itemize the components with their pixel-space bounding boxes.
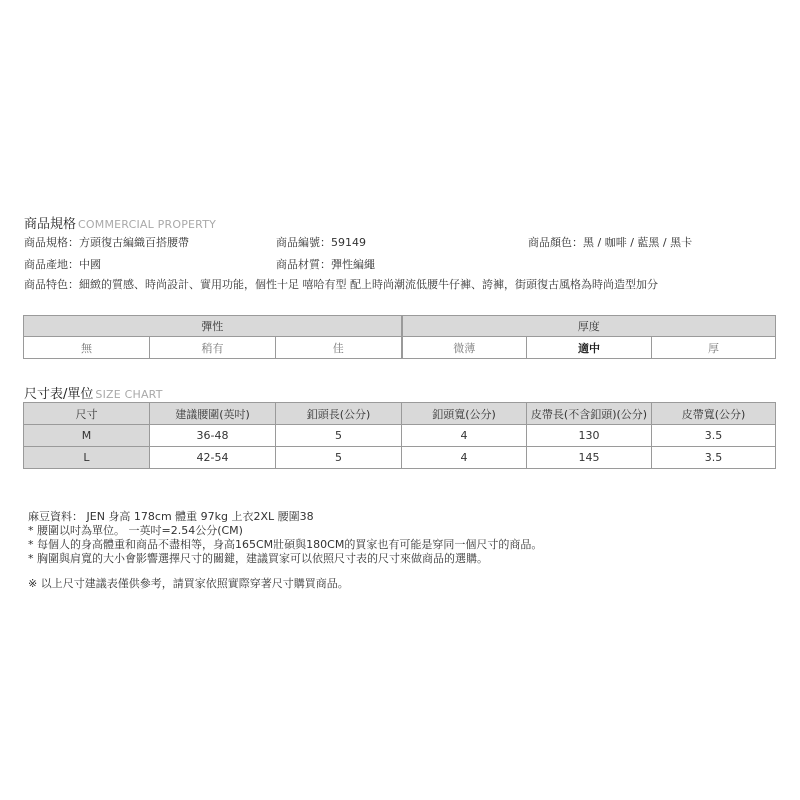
model-info-note: 麻豆資料： JEN 身高 178cm 體重 97kg 上衣2XL 腰圍38 <box>28 510 314 523</box>
size-value-cell: 4 <box>402 447 527 469</box>
spec-product-name: 商品規格：方頭復古編織百搭腰帶 <box>24 236 189 249</box>
spec-product-feature: 商品特色：細緻的質感、時尚設計、實用功能，個性十足 嘻哈有型 配上時尚潮流低腰牛仔褲、誇褲，街頭復古風格為時尚造型加分 <box>24 278 658 291</box>
thickness-option: 厚 <box>652 337 776 359</box>
elasticity-option: 無 <box>24 337 150 359</box>
thickness-option-selected: 適中 <box>527 337 652 359</box>
property-values-row <box>24 337 776 359</box>
size-value-cell: 130 <box>527 425 652 447</box>
size-value-cell: 5 <box>276 425 402 447</box>
size-notes <box>28 510 542 566</box>
size-value-cell: 3.5 <box>652 447 776 469</box>
size-header-cell: 釦頭長(公分) <box>276 403 402 425</box>
size-title: 尺寸表/單位 <box>24 387 94 402</box>
spec-product-material: 商品材質：彈性編繩 <box>276 258 375 271</box>
spec-section-title <box>24 213 216 232</box>
spec-title: 商品規格 <box>24 217 77 232</box>
size-chart-table <box>23 402 776 469</box>
size-value-cell: 36-48 <box>150 425 276 447</box>
spec-product-code: 商品編號：59149 <box>276 236 366 249</box>
size-value-cell: 5 <box>276 447 402 469</box>
property-header-row <box>24 316 776 337</box>
note-line: * 每個人的身高體重和商品不盡相等，身高165CM壯碩與180CM的買家也有可能是穿同一個尺寸的商品。 <box>28 538 543 551</box>
property-table <box>23 315 776 359</box>
size-title-en: SIZE CHART <box>95 388 163 401</box>
elasticity-option: 佳 <box>276 337 402 359</box>
size-value-cell: 3.5 <box>652 425 776 447</box>
size-header-cell: 尺寸 <box>24 403 150 425</box>
size-header-row <box>24 403 776 425</box>
size-label-cell: M <box>24 425 150 447</box>
size-value-cell: 4 <box>402 425 527 447</box>
thickness-header: 厚度 <box>402 316 776 337</box>
elasticity-header: 彈性 <box>24 316 402 337</box>
size-header-cell: 皮帶寬(公分) <box>652 403 776 425</box>
spec-product-origin: 商品產地：中國 <box>24 258 101 271</box>
size-header-cell: 皮帶長(不含釦頭)(公分) <box>527 403 652 425</box>
size-label-cell: L <box>24 447 150 469</box>
disclaimer-note: ※ 以上尺寸建議表僅供參考，請買家依照實際穿著尺寸購買商品。 <box>28 577 349 590</box>
thickness-option: 微薄 <box>402 337 527 359</box>
size-row <box>24 425 776 447</box>
size-section-title <box>24 383 163 402</box>
note-line: * 胸圍與肩寬的大小會影響選擇尺寸的關鍵，建議買家可以依照尺寸表的尺寸來做商品的選購。 <box>28 552 488 565</box>
elasticity-option: 稍有 <box>150 337 276 359</box>
size-header-cell: 建議腰圍(英吋) <box>150 403 276 425</box>
size-value-cell: 145 <box>527 447 652 469</box>
spec-title-en: COMMERCIAL PROPERTY <box>78 218 217 231</box>
spec-product-colors: 商品顏色：黑 / 咖啡 / 藍黑 / 黑卡 <box>528 236 693 249</box>
size-row <box>24 447 776 469</box>
size-value-cell: 42-54 <box>150 447 276 469</box>
note-line: * 腰圍以吋為單位。 一英吋=2.54公分(CM) <box>28 524 243 537</box>
size-header-cell: 釦頭寬(公分) <box>402 403 527 425</box>
